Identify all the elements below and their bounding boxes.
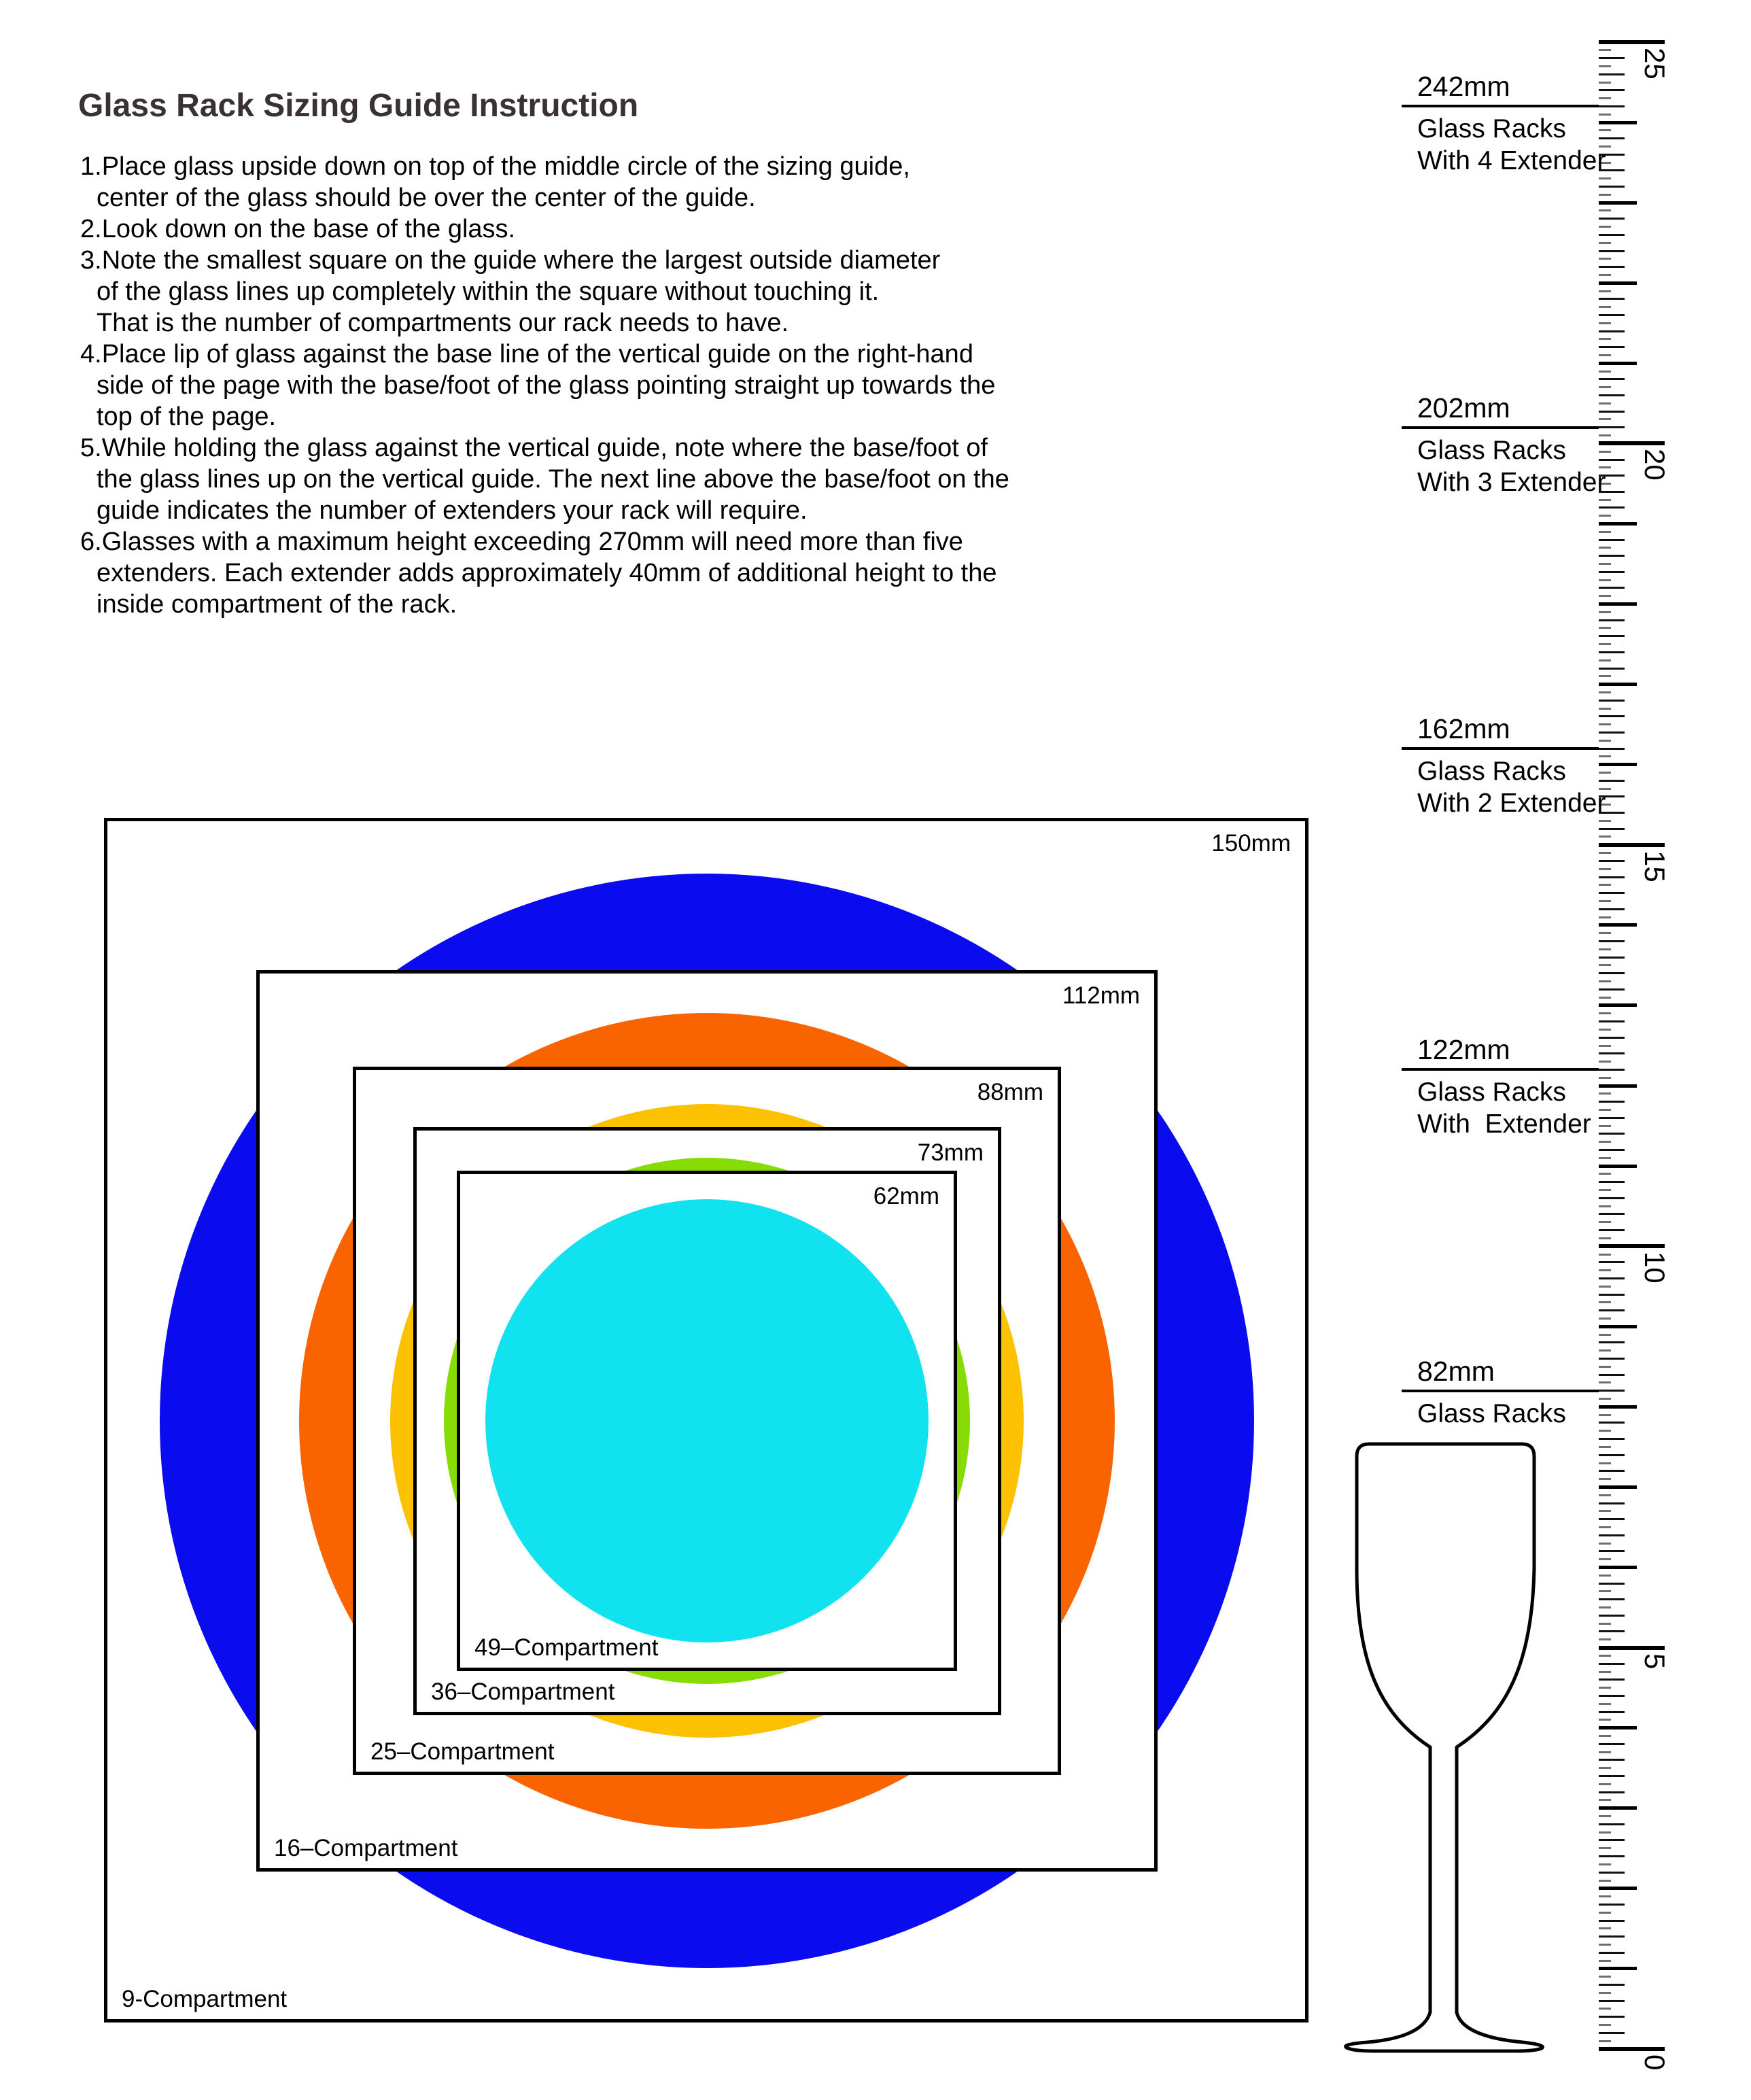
ruler-section-value: 82mm xyxy=(1417,1355,1495,1387)
ruler-tick xyxy=(1599,1286,1611,1288)
ruler-tick xyxy=(1599,1543,1611,1545)
ruler-section-label-line: Glass Racks xyxy=(1417,1078,1566,1107)
ruler-tick xyxy=(1599,1550,1625,1552)
ruler-tick xyxy=(1599,177,1611,179)
ruler-tick xyxy=(1599,1052,1625,1054)
ruler-tick xyxy=(1599,843,1665,847)
ruler-tick xyxy=(1599,1960,1611,1962)
ruler-tick xyxy=(1599,97,1611,99)
ruler-tick xyxy=(1599,1261,1625,1263)
ruler-tick xyxy=(1599,1462,1611,1464)
ruler-tick xyxy=(1599,619,1625,621)
ruler-tick xyxy=(1599,1743,1625,1745)
ruler-tick xyxy=(1599,602,1637,606)
square-size-label: 112mm xyxy=(1062,982,1140,1009)
ruler-tick xyxy=(1599,627,1611,629)
square-size-label: 73mm xyxy=(917,1139,984,1166)
ruler-tick xyxy=(1599,1598,1625,1600)
ruler-tick xyxy=(1599,1205,1611,1207)
ruler-tick xyxy=(1599,402,1611,404)
ruler-tick xyxy=(1599,1663,1625,1665)
ruler-tick xyxy=(1599,1438,1625,1440)
ruler-tick xyxy=(1599,1358,1625,1360)
ruler-tick xyxy=(1599,1470,1625,1472)
ruler-tick xyxy=(1599,948,1611,950)
ruler-tick xyxy=(1599,828,1625,830)
instruction-line: 2.Look down on the base of the glass. xyxy=(80,215,516,243)
ruler-tick xyxy=(1599,194,1611,196)
ruler-tick xyxy=(1599,1366,1611,1368)
ruler-tick xyxy=(1599,1061,1611,1063)
ruler-tick xyxy=(1599,1029,1611,1031)
ruler-tick xyxy=(1599,1534,1625,1536)
ruler-tick xyxy=(1599,1229,1625,1231)
compartment-label: 16–Compartment xyxy=(274,1835,458,1861)
instruction-line: the glass lines up on the vertical guide. The next line above the base/foot on the xyxy=(97,465,1009,494)
ruler-tick xyxy=(1599,1815,1611,1817)
ruler-tick xyxy=(1599,1791,1625,1793)
ruler-tick xyxy=(1599,1887,1637,1890)
ruler-tick xyxy=(1599,1502,1625,1504)
ruler-tick xyxy=(1599,1623,1611,1625)
ruler-tick xyxy=(1599,1003,1637,1007)
ruler-tick xyxy=(1599,1213,1625,1215)
ruler-tick xyxy=(1599,1558,1611,1560)
ruler-tick xyxy=(1599,1590,1611,1592)
ruler-section-value: 202mm xyxy=(1417,392,1510,424)
ruler-tick xyxy=(1599,715,1625,717)
ruler-tick xyxy=(1599,579,1611,581)
ruler-tick xyxy=(1599,1719,1611,1721)
instruction-line: That is the number of compartments our rack needs to have. xyxy=(97,309,789,337)
ruler-tick xyxy=(1599,234,1625,236)
ruler-tick xyxy=(1599,1526,1611,1528)
ruler-section-label-line: With 2 Extender xyxy=(1417,789,1606,819)
ruler-tick xyxy=(1599,258,1611,260)
ruler-tick xyxy=(1599,186,1625,188)
ruler-section-label-line: Glass Racks xyxy=(1417,757,1566,787)
instruction-line: 4.Place lip of glass against the base line of the vertical guide on the right-hand xyxy=(80,340,973,368)
ruler-number: 10 xyxy=(1639,1252,1671,1284)
ruler-tick xyxy=(1599,1655,1611,1657)
ruler-tick xyxy=(1599,1244,1665,1248)
ruler-tick xyxy=(1599,515,1611,517)
ruler-tick xyxy=(1599,2047,1665,2051)
ruler-tick xyxy=(1599,980,1611,982)
ruler-tick xyxy=(1599,1855,1625,1857)
ruler-tick xyxy=(1599,73,1625,75)
instruction-line: of the glass lines up completely within the square without touching it. xyxy=(97,277,880,306)
ruler-tick xyxy=(1599,1839,1625,1841)
ruler-tick xyxy=(1599,571,1625,573)
ruler-tick xyxy=(1599,1012,1611,1014)
ruler-tick xyxy=(1599,1510,1611,1512)
ruler-section-label xyxy=(1417,113,1606,177)
ruler-tick xyxy=(1599,1141,1611,1143)
ruler-tick xyxy=(1599,1952,1625,1954)
instruction-line: 1.Place glass upside down on top of the middle circle of the sizing guide, xyxy=(80,152,910,181)
ruler-tick xyxy=(1599,1783,1611,1785)
ruler-tick xyxy=(1599,708,1611,710)
ruler-tick xyxy=(1599,2040,1611,2042)
ruler-tick xyxy=(1599,1485,1637,1489)
ruler-tick xyxy=(1599,1976,1611,1978)
ruler-tick xyxy=(1599,306,1611,308)
ruler-tick xyxy=(1599,1446,1611,1448)
ruler-tick xyxy=(1599,1430,1611,1432)
ruler-tick xyxy=(1599,1294,1625,1296)
ruler-tick xyxy=(1599,49,1611,51)
ruler-tick xyxy=(1599,940,1625,942)
ruler-tick xyxy=(1599,2032,1625,2034)
ruler-tick xyxy=(1599,668,1625,670)
ruler-tick xyxy=(1599,1478,1611,1480)
ruler-tick xyxy=(1599,723,1611,725)
instruction-line: side of the page with the base/foot of the glass pointing straight up towards the xyxy=(97,371,996,400)
ruler-section-label xyxy=(1417,1398,1566,1430)
ruler-tick xyxy=(1599,1518,1625,1520)
ruler-tick xyxy=(1599,1494,1611,1496)
ruler-tick xyxy=(1599,1374,1625,1376)
instruction-line: 6.Glasses with a maximum height exceeding 270mm will need more than five xyxy=(80,528,963,556)
ruler-number: 25 xyxy=(1639,48,1671,80)
ruler-tick xyxy=(1599,298,1625,300)
ruler-tick xyxy=(1599,595,1611,597)
ruler-tick xyxy=(1599,330,1625,332)
ruler-tick xyxy=(1599,89,1625,91)
ruler-tick xyxy=(1599,1045,1611,1047)
ruler-tick xyxy=(1599,1687,1611,1689)
ruler-number: 20 xyxy=(1639,449,1671,481)
ruler-tick xyxy=(1599,1895,1611,1897)
ruler-tick xyxy=(1599,683,1637,686)
ruler-tick xyxy=(1599,2000,1625,2002)
ruler-tick xyxy=(1599,932,1611,934)
ruler-tick xyxy=(1599,1806,1637,1810)
ruler-section-value: 242mm xyxy=(1417,71,1510,103)
ruler-section-line xyxy=(1402,105,1599,107)
ruler-tick xyxy=(1599,1872,1625,1874)
ruler-tick xyxy=(1599,1318,1611,1320)
ruler-tick xyxy=(1599,972,1625,974)
instruction-line: inside compartment of the rack. xyxy=(97,590,457,619)
ruler-tick xyxy=(1599,1863,1611,1865)
ruler-tick xyxy=(1599,1197,1625,1199)
ruler-tick xyxy=(1599,1831,1611,1834)
ruler-tick xyxy=(1599,209,1611,211)
ruler-tick xyxy=(1599,1775,1625,1777)
ruler-tick xyxy=(1599,426,1625,428)
ruler-number: 5 xyxy=(1639,1653,1671,1669)
ruler-tick xyxy=(1599,1880,1611,1882)
ruler-tick xyxy=(1599,1390,1625,1392)
square-size-label: 88mm xyxy=(977,1079,1043,1105)
ruler-tick xyxy=(1599,1904,1625,1906)
ruler-tick xyxy=(1599,675,1611,677)
ruler-tick xyxy=(1599,1726,1637,1729)
ruler-tick xyxy=(1599,1984,1625,1986)
ruler-section-label-line: Glass Racks xyxy=(1417,1398,1566,1428)
ruler-tick xyxy=(1599,1912,1611,1914)
ruler-number: 0 xyxy=(1639,2054,1671,2071)
ruler-tick xyxy=(1599,1101,1625,1103)
instruction-line: guide indicates the number of extenders your rack will require. xyxy=(97,496,808,525)
ruler-tick xyxy=(1599,354,1611,356)
ruler-tick xyxy=(1599,539,1625,541)
ruler-tick xyxy=(1599,105,1625,107)
instruction-line: extenders. Each extender adds approximately 40mm of additional height to the xyxy=(97,559,997,587)
ruler-tick xyxy=(1599,362,1637,365)
ruler-tick xyxy=(1599,1927,1611,1929)
ruler-tick xyxy=(1599,876,1625,878)
ruler-tick xyxy=(1599,923,1637,927)
ruler-section-label xyxy=(1417,755,1606,819)
ruler-tick xyxy=(1599,82,1611,84)
ruler-tick xyxy=(1599,1398,1611,1400)
ruler-tick xyxy=(1599,1566,1637,1569)
ruler-tick xyxy=(1599,700,1625,702)
ruler-tick xyxy=(1599,2008,1611,2010)
ruler-tick xyxy=(1599,1109,1611,1111)
ruler-tick xyxy=(1599,378,1625,380)
ruler-section-label-line: Glass Racks xyxy=(1417,435,1566,465)
ruler-tick xyxy=(1599,1920,1625,1922)
ruler-tick xyxy=(1599,1967,1637,1970)
ruler-tick xyxy=(1599,266,1625,268)
ruler-tick xyxy=(1599,547,1611,549)
ruler-tick xyxy=(1599,226,1611,228)
ruler-tick xyxy=(1599,1254,1611,1256)
ruler-tick xyxy=(1599,314,1625,316)
ruler-tick xyxy=(1599,1405,1637,1409)
ruler-tick xyxy=(1599,1189,1611,1191)
ruler-number: 15 xyxy=(1639,850,1671,882)
ruler-tick xyxy=(1599,1069,1625,1071)
ruler-tick xyxy=(1599,1646,1665,1650)
ruler-tick xyxy=(1599,1020,1625,1022)
ruler-tick xyxy=(1599,65,1611,67)
ruler-tick xyxy=(1599,1269,1611,1271)
ruler-section-label xyxy=(1417,434,1606,498)
ruler-tick xyxy=(1599,1454,1625,1456)
ruler-section-line xyxy=(1402,426,1599,429)
ruler-tick xyxy=(1599,40,1665,44)
ruler-tick xyxy=(1599,1173,1611,1175)
ruler-tick xyxy=(1599,1823,1625,1825)
ruler-tick xyxy=(1599,201,1637,205)
ruler-tick xyxy=(1599,1221,1611,1223)
ruler-tick xyxy=(1599,1157,1611,1159)
ruler-tick xyxy=(1599,964,1611,966)
square-size-label: 62mm xyxy=(873,1183,939,1209)
ruler-tick xyxy=(1599,860,1625,862)
ruler-tick xyxy=(1599,290,1611,292)
ruler-tick xyxy=(1599,659,1611,661)
ruler-tick xyxy=(1599,643,1611,645)
ruler-tick xyxy=(1599,1181,1625,1183)
ruler-tick xyxy=(1599,1325,1637,1328)
ruler-tick xyxy=(1599,908,1625,910)
ruler-tick xyxy=(1599,988,1625,991)
ruler-section-line xyxy=(1402,747,1599,750)
ruler-tick xyxy=(1599,997,1611,999)
ruler-tick xyxy=(1599,1935,1625,1938)
ruler-tick xyxy=(1599,418,1611,420)
compartment-label: 9-Compartment xyxy=(122,1986,288,2012)
ruler-tick xyxy=(1599,1638,1611,1640)
ruler-tick xyxy=(1599,1077,1611,1079)
ruler-tick xyxy=(1599,1799,1611,1801)
ruler-tick xyxy=(1599,1583,1625,1585)
compartment-label: 49–Compartment xyxy=(474,1634,659,1661)
ruler-section-value: 122mm xyxy=(1417,1034,1510,1066)
ruler-tick xyxy=(1599,555,1625,557)
ruler-tick xyxy=(1599,386,1611,388)
ruler-tick xyxy=(1599,1237,1611,1239)
ruler-tick xyxy=(1599,1630,1625,1632)
ruler-tick xyxy=(1599,1703,1611,1705)
ruler-tick xyxy=(1599,218,1625,220)
ruler-tick xyxy=(1599,2016,1625,2018)
compartment-label: 36–Compartment xyxy=(431,1679,615,1705)
ruler-tick xyxy=(1599,611,1611,613)
ruler-tick xyxy=(1599,57,1625,59)
ruler-tick xyxy=(1599,322,1611,324)
ruler-tick xyxy=(1599,731,1625,734)
ruler-section-label xyxy=(1417,1076,1591,1140)
square-size-label: 150mm xyxy=(1211,830,1291,857)
ruler-tick xyxy=(1599,852,1611,854)
ruler-tick xyxy=(1599,274,1611,276)
ruler-tick xyxy=(1599,1759,1625,1761)
ruler-tick xyxy=(1599,563,1611,565)
ruler-tick xyxy=(1599,1092,1611,1095)
ruler-tick xyxy=(1599,1165,1637,1168)
ruler-tick xyxy=(1599,1695,1625,1697)
ruler-tick xyxy=(1599,1084,1637,1088)
ruler-tick xyxy=(1599,2024,1611,2026)
ruler-tick xyxy=(1599,531,1611,533)
ruler-tick xyxy=(1599,1574,1611,1577)
ruler-tick xyxy=(1599,651,1625,653)
ruler-tick xyxy=(1599,394,1625,396)
page-title: Glass Rack Sizing Guide Instruction xyxy=(78,88,639,124)
ruler-tick xyxy=(1599,1125,1611,1127)
ruler-tick xyxy=(1599,635,1625,637)
ruler-tick xyxy=(1599,1381,1611,1383)
compartment-label: 25–Compartment xyxy=(370,1738,555,1765)
ruler-tick xyxy=(1599,1349,1611,1352)
ruler-tick xyxy=(1599,1277,1625,1279)
ruler-section-label-line: With 3 Extender xyxy=(1417,467,1606,497)
ruler-tick xyxy=(1599,1606,1611,1608)
ruler-section-label-line: With Extender xyxy=(1417,1109,1591,1139)
ruler-tick xyxy=(1599,1679,1625,1681)
instruction-line: top of the page. xyxy=(97,402,277,431)
ruler-tick xyxy=(1599,1711,1625,1713)
ruler-tick xyxy=(1599,740,1611,742)
ruler-tick xyxy=(1599,499,1611,501)
ruler-section-label-line: With 4 Extender xyxy=(1417,146,1606,176)
instruction-line: 5.While holding the glass against the vertical guide, note where the base/foot of xyxy=(80,434,988,462)
ruler-tick xyxy=(1599,691,1611,693)
ruler-tick xyxy=(1599,1422,1625,1424)
ruler-tick xyxy=(1599,748,1625,750)
ruler-tick xyxy=(1599,1992,1611,1994)
ruler-tick xyxy=(1599,957,1625,959)
ruler-tick xyxy=(1599,868,1611,870)
ruler-tick xyxy=(1599,1117,1625,1119)
ruler-section-line xyxy=(1402,1068,1599,1071)
ruler-tick xyxy=(1599,522,1637,526)
ruler-tick xyxy=(1599,250,1625,252)
ruler-tick xyxy=(1599,441,1665,445)
ruler-tick xyxy=(1599,1334,1611,1336)
ruler-tick xyxy=(1599,1301,1611,1303)
ruler-tick xyxy=(1599,1149,1625,1151)
instruction-line: 3.Note the smallest square on the guide where the largest outside diameter xyxy=(80,246,941,275)
ruler-tick xyxy=(1599,1767,1611,1769)
ruler-tick xyxy=(1599,1309,1625,1311)
ruler-tick xyxy=(1599,1847,1611,1849)
ruler-tick xyxy=(1599,1037,1625,1039)
ruler-tick xyxy=(1599,587,1625,589)
ruler-tick xyxy=(1599,1735,1611,1737)
ruler-tick xyxy=(1599,371,1611,373)
ruler-tick xyxy=(1599,884,1611,886)
instruction-line: center of the glass should be over the center of the guide. xyxy=(97,184,756,212)
ruler-tick xyxy=(1599,1944,1611,1946)
ruler-tick xyxy=(1599,1133,1625,1135)
ruler-tick xyxy=(1599,346,1625,348)
ruler-tick xyxy=(1599,900,1611,902)
ruler-tick xyxy=(1599,916,1611,918)
ruler-tick xyxy=(1599,338,1611,340)
ruler-tick xyxy=(1599,242,1611,244)
ruler-tick xyxy=(1599,1671,1611,1673)
ruler-tick xyxy=(1599,506,1625,509)
ruler-tick xyxy=(1599,281,1637,285)
ruler-section-label-line: Glass Racks xyxy=(1417,114,1566,144)
ruler-tick xyxy=(1599,411,1625,413)
ruler-tick xyxy=(1599,892,1625,894)
ruler-tick xyxy=(1599,1615,1625,1617)
ruler-tick xyxy=(1599,836,1611,838)
ruler-tick xyxy=(1599,1341,1625,1343)
ruler-section-value: 162mm xyxy=(1417,713,1510,745)
ruler-tick xyxy=(1599,820,1611,822)
ruler-tick xyxy=(1599,1751,1611,1753)
ruler-tick xyxy=(1599,1414,1611,1416)
ruler-section-line xyxy=(1402,1390,1599,1392)
